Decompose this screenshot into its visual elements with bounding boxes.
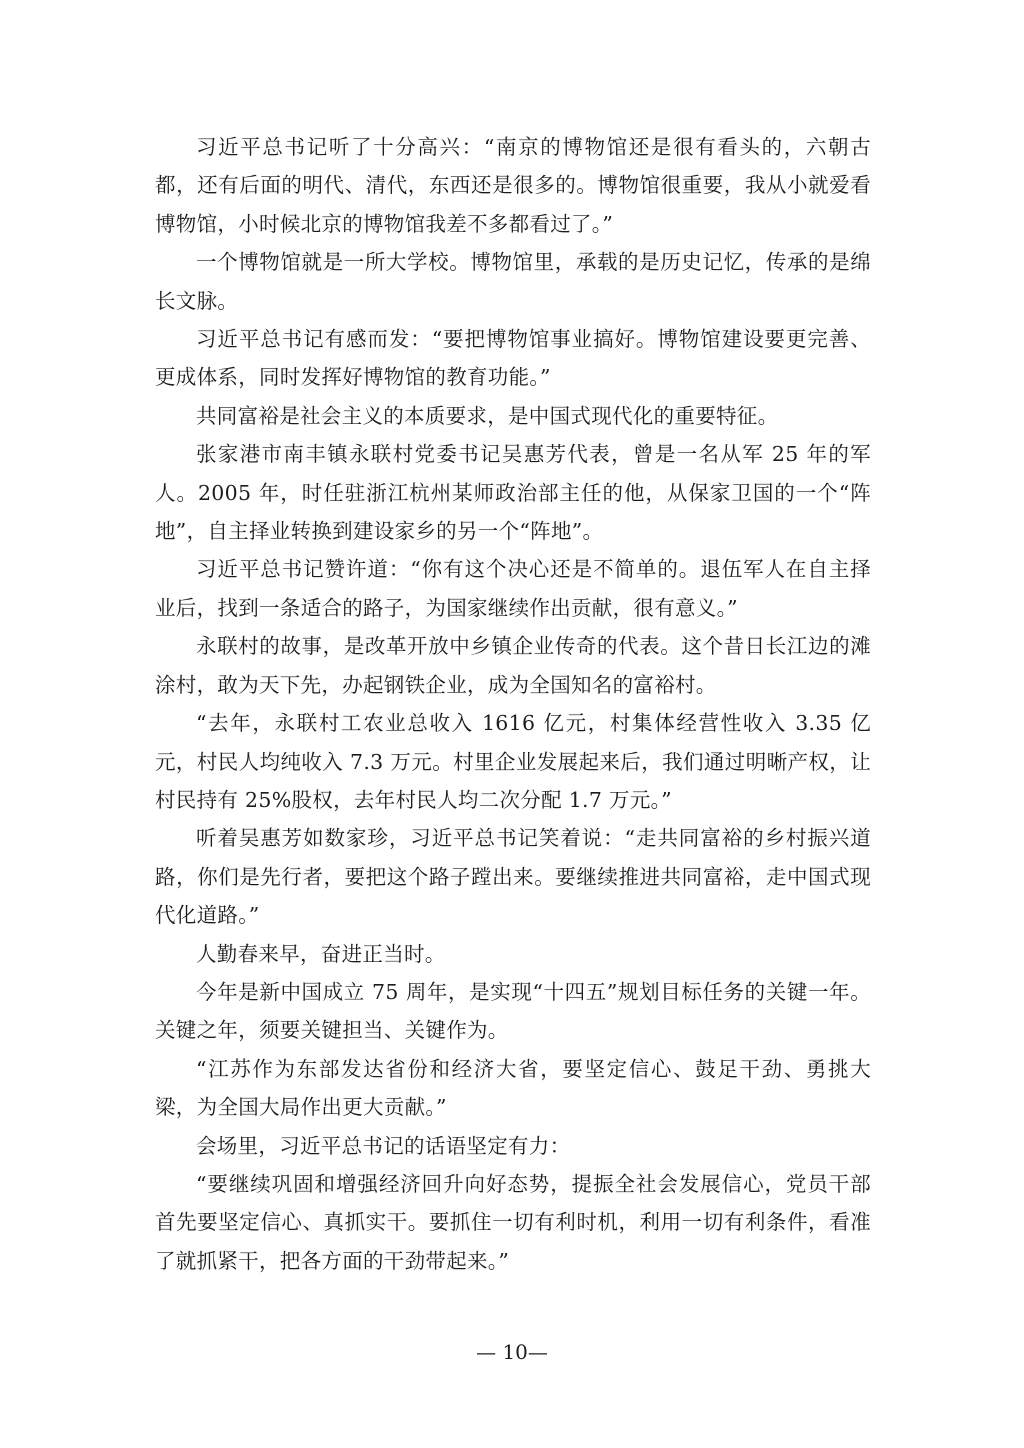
paragraph-4: 共同富裕是社会主义的本质要求，是中国式现代化的重要特征。	[196, 403, 779, 428]
paragraph-9: 听着吴惠芳如数家珍，习近平总书记笑着说：“走共同富裕的乡村振兴道路，你们是先行者，要把这个路子蹚出来。要继续推进共同富裕，走中国式现代化道路。”	[155, 826, 871, 928]
paragraph-14: “要继续巩固和增强经济回升向好态势，提振全社会发展信心，党员干部首先要坚定信心、真抓实干。要抓住一切有利时机，利用一切有利条件，看准了就抓紧干，把各方面的干劲带起来。”	[155, 1171, 871, 1273]
paragraph-12: “江苏作为东部发达省份和经济大省，要坚定信心、鼓足干劲、勇挑大梁，为全国大局作出更大贡献。”	[155, 1056, 871, 1120]
paragraph-3: 习近平总书记有感而发：“要把博物馆事业搞好。博物馆建设要更完善、更成体系，同时发挥好博物馆的教育功能。”	[155, 327, 871, 390]
paragraph-2: 一个博物馆就是一所大学校。博物馆里，承载的是历史记忆，传承的是绵长文脉。	[155, 250, 871, 313]
paragraph-13: 会场里，习近平总书记的话语坚定有力：	[196, 1133, 571, 1158]
paragraph-6: 习近平总书记赞许道：“你有这个决心还是不简单的。退伍军人在自主择业后，找到一条适合的路子，为国家继续作出贡献，很有意义。”	[155, 557, 871, 620]
paragraph-11: 今年是新中国成立 75 周年，是实现“十四五”规划目标任务的关键一年。关键之年，须要关键担当、关键作为。	[155, 979, 871, 1043]
article-body	[155, 128, 871, 1280]
paragraph-10: 人勤春来早，奋进正当时。	[196, 941, 446, 966]
paragraph-8: “去年，永联村工农业总收入 1616 亿元，村集体经营性收入 3.35 亿元，村民人均纯收入 7.3 万元。村里企业发展起来后，我们通过明晰产权，让村民持有 25%股权，去年村民人均二次分配 1.7 万元。”	[155, 711, 871, 812]
page-number: — 10—	[476, 1340, 548, 1364]
paragraph-1: 习近平总书记听了十分高兴：“南京的博物馆还是很有看头的，六朝古都，还有后面的明代、清代，东西还是很多的。博物馆很重要，我从小就爱看博物馆，小时候北京的博物馆我差不多都看过了。”	[155, 135, 871, 236]
paragraph-7: 永联村的故事，是改革开放中乡镇企业传奇的代表。这个昔日长江边的滩涂村，敢为天下先，办起钢铁企业，成为全国知名的富裕村。	[155, 634, 871, 697]
paragraph-5: 张家港市南丰镇永联村党委书记吴惠芳代表，曾是一名从军 25 年的军人。2005 年，时任驻浙江杭州某师政治部主任的他，从保家卫国的一个“阵地”，自主择业转换到建设家乡的另一个“阵地”。	[155, 442, 871, 544]
